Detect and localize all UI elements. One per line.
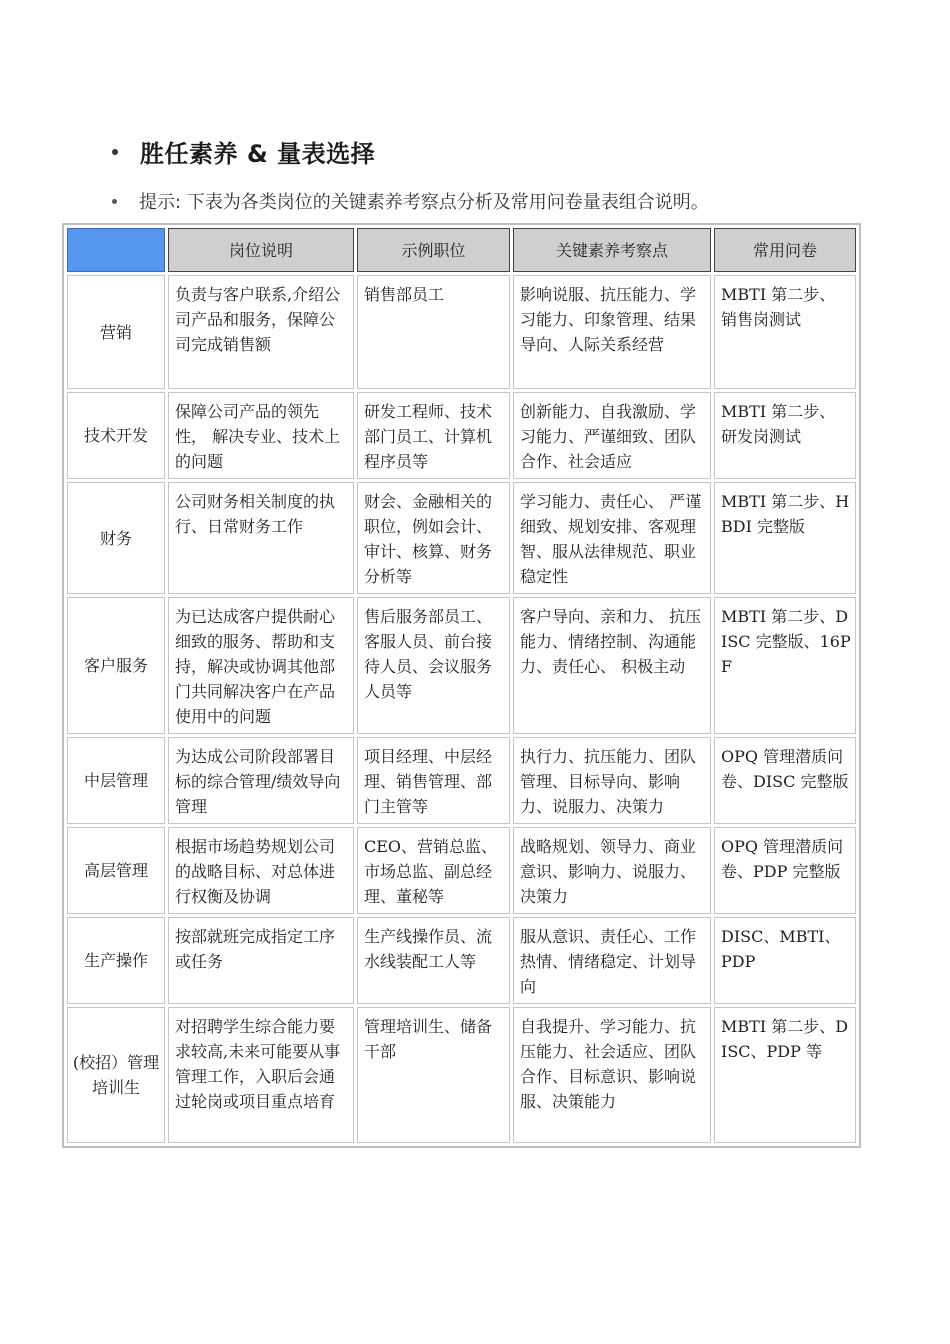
tests-cell: MBTI 第二步、DISC 完整版、16PF [714, 597, 856, 734]
examples-cell: 财会、金融相关的职位，例如会计、审计、核算、财务分析等 [357, 482, 510, 594]
tests-cell: MBTI 第二步、销售岗测试 [714, 275, 856, 389]
examples-cell: CEO、营销总监、市场总监、副总经理、董秘等 [357, 827, 510, 914]
hint-text: 提示: 下表为各类岗位的关键素养考察点分析及常用问卷量表组合说明。 [139, 192, 709, 213]
desc-cell: 公司财务相关制度的执行、日常财务工作 [168, 482, 354, 594]
hint-line [112, 188, 709, 214]
role-cell: 客户服务 [67, 597, 165, 734]
examples-cell: 售后服务部员工、客服人员、前台接待人员、会议服务人员等 [357, 597, 510, 734]
competencies-cell: 客户导向、亲和力、 抗压能力、情绪控制、沟通能力、责任心、 积极主动 [513, 597, 711, 734]
bullet-icon [112, 199, 117, 204]
table-row [67, 1007, 856, 1143]
section-heading [112, 134, 375, 169]
tests-cell: MBTI 第二步、研发岗测试 [714, 392, 856, 479]
table-row [67, 737, 856, 824]
role-cell: 营销 [67, 275, 165, 389]
tests-cell: OPQ 管理潜质问卷、DISC 完整版 [714, 737, 856, 824]
role-cell: 中层管理 [67, 737, 165, 824]
header-examples: 示例职位 [357, 228, 510, 272]
competencies-cell: 服从意识、责任心、工作热情、情绪稳定、计划导向 [513, 917, 711, 1004]
desc-cell: 按部就班完成指定工序或任务 [168, 917, 354, 1004]
table-row [67, 275, 856, 389]
tests-cell: OPQ 管理潜质问卷、PDP 完整版 [714, 827, 856, 914]
competencies-cell: 创新能力、自我激励、学习能力、严谨细致、团队合作、社会适应 [513, 392, 711, 479]
role-cell: (校招）管理培训生 [67, 1007, 165, 1143]
competencies-cell: 自我提升、学习能力、抗压能力、社会适应、团队合作、目标意识、影响说服、决策能力 [513, 1007, 711, 1143]
heading-text: 胜任素养 & 量表选择 [140, 140, 376, 168]
tests-cell: MBTI 第二步、HBDI 完整版 [714, 482, 856, 594]
table-row [67, 917, 856, 1004]
examples-cell: 项目经理、中层经理、销售管理、部门主管等 [357, 737, 510, 824]
competencies-cell: 影响说服、抗压能力、学习能力、印象管理、结果导向、人际关系经营 [513, 275, 711, 389]
header-desc: 岗位说明 [168, 228, 354, 272]
table-row [67, 597, 856, 734]
examples-cell: 销售部员工 [357, 275, 510, 389]
competencies-cell: 战略规划、领导力、商业意识、影响力、说服力、决策力 [513, 827, 711, 914]
desc-cell: 对招聘学生综合能力要求较高,未来可能要从事管理工作，入职后会通过轮岗或项目重点培育 [168, 1007, 354, 1143]
examples-cell: 研发工程师、技术部门员工、计算机程序员等 [357, 392, 510, 479]
role-cell: 高层管理 [67, 827, 165, 914]
competencies-cell: 学习能力、责任心、 严谨细致、规划安排、客观理智、服从法律规范、职业稳定性 [513, 482, 711, 594]
table-row [67, 392, 856, 479]
role-cell: 生产操作 [67, 917, 165, 1004]
header-corner-cell [67, 228, 165, 272]
desc-cell: 根据市场趋势规划公司的战略目标、对总体进行权衡及协调 [168, 827, 354, 914]
desc-cell: 为已达成客户提供耐心细致的服务、帮助和支持，解决或协调其他部门共同解决客户在产品使用中的问题 [168, 597, 354, 734]
table-header-row [67, 228, 856, 272]
table-row [67, 827, 856, 914]
examples-cell: 管理培训生、储备干部 [357, 1007, 510, 1143]
competency-table [62, 223, 861, 1148]
role-cell: 财务 [67, 482, 165, 594]
role-cell: 技术开发 [67, 392, 165, 479]
header-tests: 常用问卷 [714, 228, 856, 272]
examples-cell: 生产线操作员、流水线装配工人等 [357, 917, 510, 1004]
header-competencies: 关键素养考察点 [513, 228, 711, 272]
desc-cell: 为达成公司阶段部署目标的综合管理/绩效导向管理 [168, 737, 354, 824]
competencies-cell: 执行力、抗压能力、团队管理、目标导向、影响力、说服力、决策力 [513, 737, 711, 824]
tests-cell: DISC、MBTI、PDP [714, 917, 856, 1004]
table-row [67, 482, 856, 594]
bullet-icon [112, 149, 118, 155]
desc-cell: 负责与客户联系,介绍公司产品和服务，保障公司完成销售额 [168, 275, 354, 389]
tests-cell: MBTI 第二步、DISC、PDP 等 [714, 1007, 856, 1143]
desc-cell: 保障公司产品的领先性， 解决专业、技术上的问题 [168, 392, 354, 479]
